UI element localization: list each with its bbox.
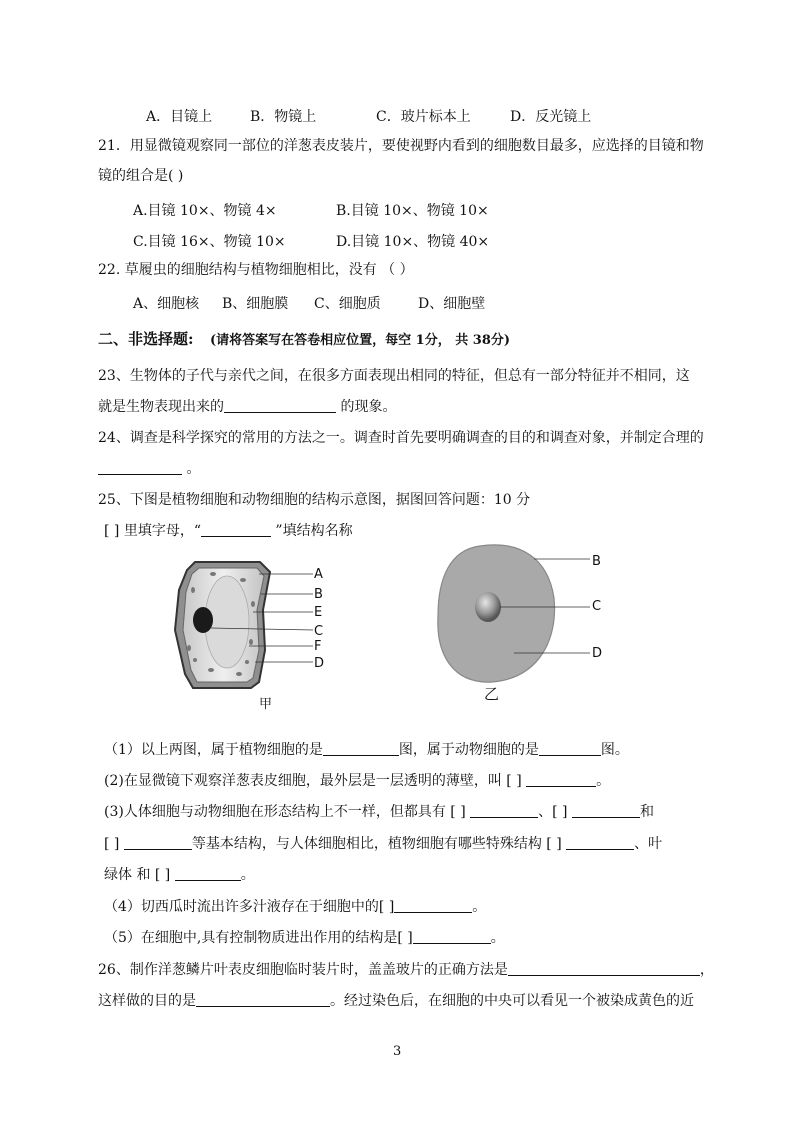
q23-line1: 23、生物体的子代与亲代之间，在很多方面表现出相同的特征，但总有一部分特征并不相同，这	[98, 368, 690, 384]
q24-answer-blank[interactable]	[98, 460, 182, 475]
q25-line2	[104, 522, 353, 540]
q20-option-a: A．目镜上	[146, 109, 213, 125]
q25-sub3-b: 、[ ]	[538, 804, 572, 820]
q22-option-c: C、细胞质	[314, 296, 381, 312]
q25-sub1-b: 图，属于动物细胞的是	[398, 742, 539, 758]
fig-yi-label-b: B	[592, 554, 601, 569]
q25-sub4-blank[interactable]	[394, 898, 472, 913]
q25-sub3-line3	[104, 866, 255, 884]
q25-sub2-a: (2)在显微镜下观察洋葱表皮细胞，最外层是一层透明的薄壁，叫 [ ]	[104, 773, 527, 789]
q25-sub3-h: 。	[240, 867, 255, 883]
q25-sub4-a: （4）切西瓜时流出许多汁液存在于细胞中的[ ]	[104, 899, 395, 915]
q25-sub3-c: 和	[639, 804, 654, 820]
q22-option-d: D、细胞壁	[418, 296, 486, 312]
q25-sub3-blank2[interactable]	[572, 803, 640, 818]
fig-yi-caption: 乙	[484, 685, 500, 703]
fig-yi-label-d: D	[592, 646, 603, 661]
q26-text-c: 这样做的目的是	[98, 993, 196, 1009]
animal-nucleus	[475, 592, 501, 622]
plant-cell-figure	[165, 550, 335, 715]
q25-sub3-a: (3)人体细胞与动物细胞在形态结构上不一样，但都具有 [ ]	[104, 804, 471, 820]
q20-option-d: D．反光镜上	[510, 109, 592, 125]
q26-text-a: 26、制作洋葱鳞片叶表皮细胞临时装片时，盖盖玻片的正确方法是	[98, 962, 508, 978]
q25-instruction-a: [ ] 里填字母，“	[104, 523, 201, 539]
q25-sub3-g: 绿体 和 [ ]	[104, 867, 175, 883]
q23-answer-blank[interactable]	[224, 398, 336, 413]
q25-sub2	[104, 772, 610, 790]
q25-sub5	[104, 929, 505, 947]
fig-jia-label-f: F	[314, 639, 322, 654]
q26-line1	[98, 961, 714, 979]
q25-sub3-f: 、叶	[634, 836, 663, 852]
q25-sub1	[104, 741, 629, 759]
fig-jia-label-a: A	[314, 567, 323, 582]
q26-blank2[interactable]	[196, 992, 330, 1007]
section-title: 二、非选择题:	[98, 330, 194, 348]
q20-option-b: B．物镜上	[250, 109, 317, 125]
q21-line2: 镜的组合是( )	[98, 168, 184, 184]
q21-option-b: B.目镜 10×、物镜 10×	[336, 203, 489, 219]
q24-text-b: 。	[182, 461, 201, 477]
q25-sub3-blank1[interactable]	[470, 803, 538, 818]
section-note: (请将答案写在答卷相应位置，每空 1分， 共 38分)	[210, 333, 511, 348]
fig-yi-label-c: C	[592, 599, 602, 614]
q25-sub1-a: （1）以上两图，属于植物细胞的是	[104, 742, 323, 758]
nucleus	[193, 607, 213, 633]
page-number: 3	[393, 1044, 402, 1059]
q25-sub2-b: 。	[596, 773, 611, 789]
q25-sub1-blank1[interactable]	[323, 741, 399, 756]
q25-sub3-e: 等基本结构，与人体细胞相比，植物细胞有哪些特殊结构 [ ]	[191, 836, 567, 852]
q22-option-a: A、细胞核	[133, 296, 200, 312]
q25-sub5-b: 。	[490, 930, 505, 946]
fig-jia-caption: 甲	[259, 697, 273, 712]
q25-sub5-a: （5）在细胞中,具有控制物质进出作用的结构是[ ]	[104, 930, 413, 946]
q25-instruction-b: ”填结构名称	[270, 523, 353, 539]
q21-option-d: D.目镜 10×、物镜 40×	[336, 234, 490, 250]
fig-jia-label-b: B	[314, 587, 323, 602]
q26-blank1[interactable]	[508, 961, 700, 976]
q25-sub2-blank[interactable]	[526, 772, 596, 787]
q22-text: 22. 草履虫的细胞结构与植物细胞相比，没有 （ ）	[98, 262, 414, 278]
q25-sub3-line1	[104, 803, 654, 821]
section-heading	[98, 330, 510, 350]
fig-jia-label-d: D	[314, 656, 325, 671]
q24-line2	[98, 460, 200, 478]
q25-sub3-blank3[interactable]	[124, 835, 192, 850]
fig-jia-label-c: C	[314, 624, 324, 639]
q25-sub3-blank4[interactable]	[566, 835, 634, 850]
fig-jia-label-e: E	[314, 605, 323, 620]
q25-sub3-line2	[104, 835, 662, 853]
q24-line1: 24、调查是科学探究的常用的方法之一。调查时首先要明确调查的目的和调查对象，并制定合理的	[98, 430, 704, 446]
q23-line2	[98, 398, 396, 416]
q25-line1: 25、下图是植物细胞和动物细胞的结构示意图，据图回答问题：10 分	[98, 492, 531, 508]
q25-sub3-blank5[interactable]	[175, 866, 241, 881]
q20-option-c: C．玻片标本上	[376, 109, 471, 125]
q26-text-d: 。经过染色后，在细胞的中央可以看见一个被染成黄色的近	[330, 993, 694, 1009]
q25-sub4-b: 。	[472, 899, 487, 915]
animal-cell-figure	[430, 538, 610, 688]
q21-line1: 21．用显微镜观察同一部位的洋葱表皮装片，要使视野内看到的细胞数目最多，应选择的目镜和物	[98, 138, 704, 154]
q22-option-b: B、细胞膜	[222, 296, 289, 312]
q23-text-a: 就是生物表现出来的	[98, 399, 224, 415]
q21-option-a: A.目镜 10×、物镜 4×	[133, 203, 277, 219]
q21-option-c: C.目镜 16×、物镜 10×	[133, 234, 286, 250]
q25-sub4	[104, 898, 486, 916]
q25-sub5-blank[interactable]	[413, 929, 491, 944]
q26-line2	[98, 992, 694, 1010]
q25-sub1-c: 图。	[600, 742, 629, 758]
q26-text-b: ，	[699, 962, 714, 978]
q25-sub1-blank2[interactable]	[539, 741, 601, 756]
q25-sub3-d: [ ]	[104, 836, 124, 852]
q23-text-b: 的现象。	[336, 399, 397, 415]
q25-instruction-blank	[201, 522, 271, 537]
